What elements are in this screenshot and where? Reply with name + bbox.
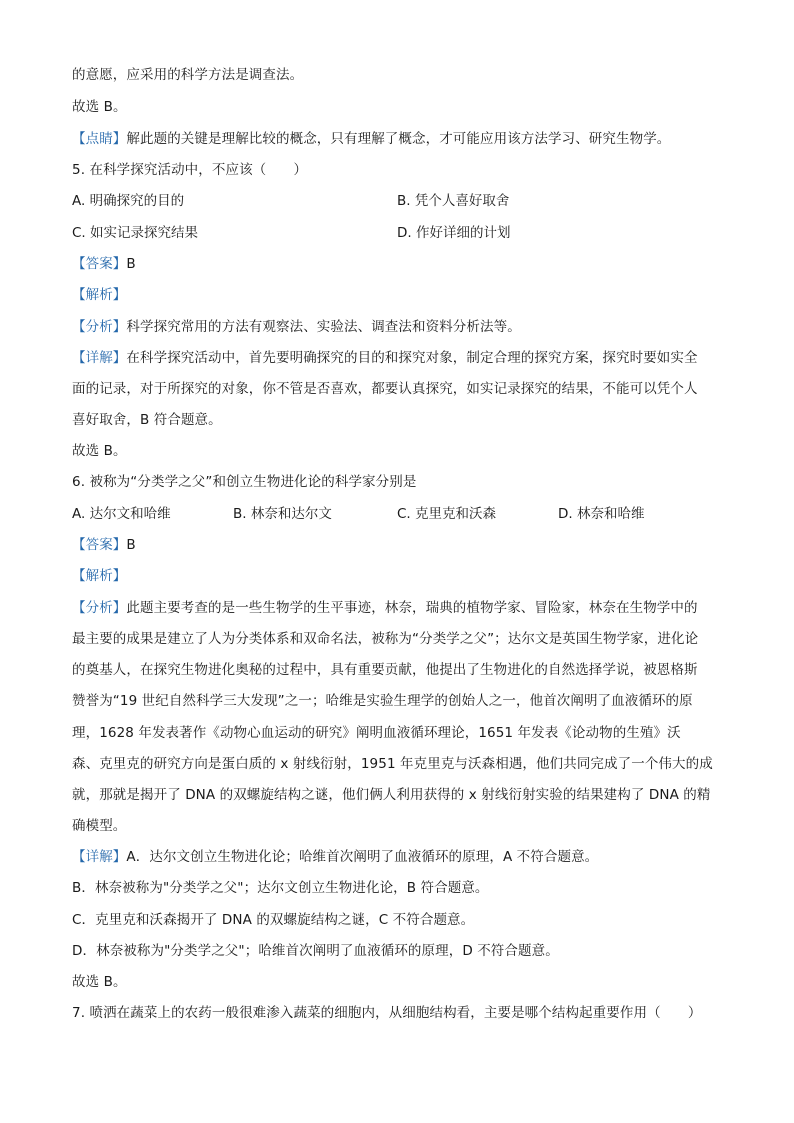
analysis-tag: 【解析】 (72, 287, 127, 303)
detail-tag: 【详解】 (72, 849, 127, 865)
option-c: C. 克里克和沃森 (397, 506, 497, 522)
analysis-line: 理，1628 年发表著作《动物心血运动的研究》阐明血液循环理论，1651 年发表《论动物的生殖》沃 (72, 725, 681, 741)
analysis-tag: 【解析】 (72, 568, 127, 584)
question-7: 7. 喷洒在蔬菜上的农药一般很难渗入蔬菜的细胞内，从细胞结构看，主要是哪个结构起重要作用（ ） (72, 1005, 702, 1021)
text-line: 的意愿，应采用的科学方法是调查法。 (72, 67, 304, 83)
question-6: 6. 被称为“分类学之父”和创立生物进化论的科学家分别是 (72, 474, 417, 490)
detail-line: B．林奈被称为"分类学之父"；达尔文创立生物进化论，B 符合题意。 (72, 880, 489, 896)
analysis-line (72, 599, 698, 617)
analysis-line: 森、克里克的研究方向是蛋白质的 x 射线衍射，1951 年克里克与沃森相遇，他们共同完成了一个伟大的成 (72, 756, 713, 772)
option-d: D. 林奈和哈维 (558, 506, 645, 522)
analysis-text: 此题主要考查的是一些生物学的生平事迹，林奈，瑞典的植物学家、冒险家，林奈在生物学中的 (126, 600, 698, 616)
analysis-line: 赞誉为“19 世纪自然科学三大发现”之一；哈维是实验生理学的创始人之一，他首次阐明了血液循环的原 (72, 693, 693, 709)
detail-line (72, 848, 598, 866)
detail-text: 在科学探究活动中，首先要明确探究的目的和探究对象，制定合理的探究方案，探究时要如实全 (126, 350, 698, 366)
option-a: A. 达尔文和哈维 (72, 506, 171, 522)
conclusion-line: 故选 B。 (72, 443, 127, 459)
detail-text: A．达尔文创立生物进化论；哈维首次阐明了血液循环的原理，A 不符合题意。 (126, 849, 599, 865)
remark-tag: 【点睛】 (72, 131, 127, 147)
text-line: 故选 B。 (72, 99, 127, 115)
option-a: A. 明确探究的目的 (72, 193, 185, 209)
remark-text: 解此题的关键是理解比较的概念，只有理解了概念，才可能应用该方法学习、研究生物学。 (126, 131, 671, 147)
analysis-line: 最主要的成果是建立了人为分类体系和双命名法，被称为“分类学之父”；达尔文是英国生物学家，进化论 (72, 631, 699, 647)
answer-line (72, 255, 136, 273)
analysis-text: 科学探究常用的方法有观察法、实验法、调查法和资料分析法等。 (126, 319, 521, 335)
detail-line: 喜好取舍，B 符合题意。 (72, 412, 222, 428)
detail-line: C．克里克和沃森揭开了 DNA 的双螺旋结构之谜，C 不符合题意。 (72, 912, 475, 928)
question-5: 5. 在科学探究活动中，不应该（ ） (72, 162, 308, 178)
detail-line: 面的记录，对于所探究的对象，你不管是否喜欢，都要认真探究，如实记录探究的结果，不能可以凭个人 (72, 381, 698, 397)
answer-value: B (126, 537, 136, 553)
detail-tag: 【详解】 (72, 350, 127, 366)
analysis-line: 确模型。 (72, 818, 127, 834)
analysis-line: 就，那就是揭开了 DNA 的双螺旋结构之谜，他们俩人利用获得的 x 射线衍射实验的结果建构了 DNA 的精 (72, 787, 711, 803)
analysis-sub-tag: 【分析】 (72, 600, 127, 616)
option-b: B. 凭个人喜好取舍 (397, 193, 510, 209)
answer-tag: 【答案】 (72, 256, 127, 272)
option-d: D. 作好详细的计划 (397, 225, 511, 241)
option-c: C. 如实记录探究结果 (72, 225, 199, 241)
analysis-line: 的奠基人，在探究生物进化奥秘的过程中，具有重要贡献，他提出了生物进化的自然选择学说，被恩格斯 (72, 662, 698, 678)
remark-line (72, 130, 670, 148)
option-b: B. 林奈和达尔文 (233, 506, 332, 522)
detail-line (72, 349, 698, 367)
analysis-line (72, 318, 521, 336)
answer-value: B (126, 256, 136, 272)
answer-line (72, 536, 136, 554)
detail-line: D．林奈被称为"分类学之父"；哈维首次阐明了血液循环的原理，D 不符合题意。 (72, 943, 559, 959)
conclusion-line: 故选 B。 (72, 974, 127, 990)
answer-tag: 【答案】 (72, 537, 127, 553)
analysis-sub-tag: 【分析】 (72, 319, 127, 335)
